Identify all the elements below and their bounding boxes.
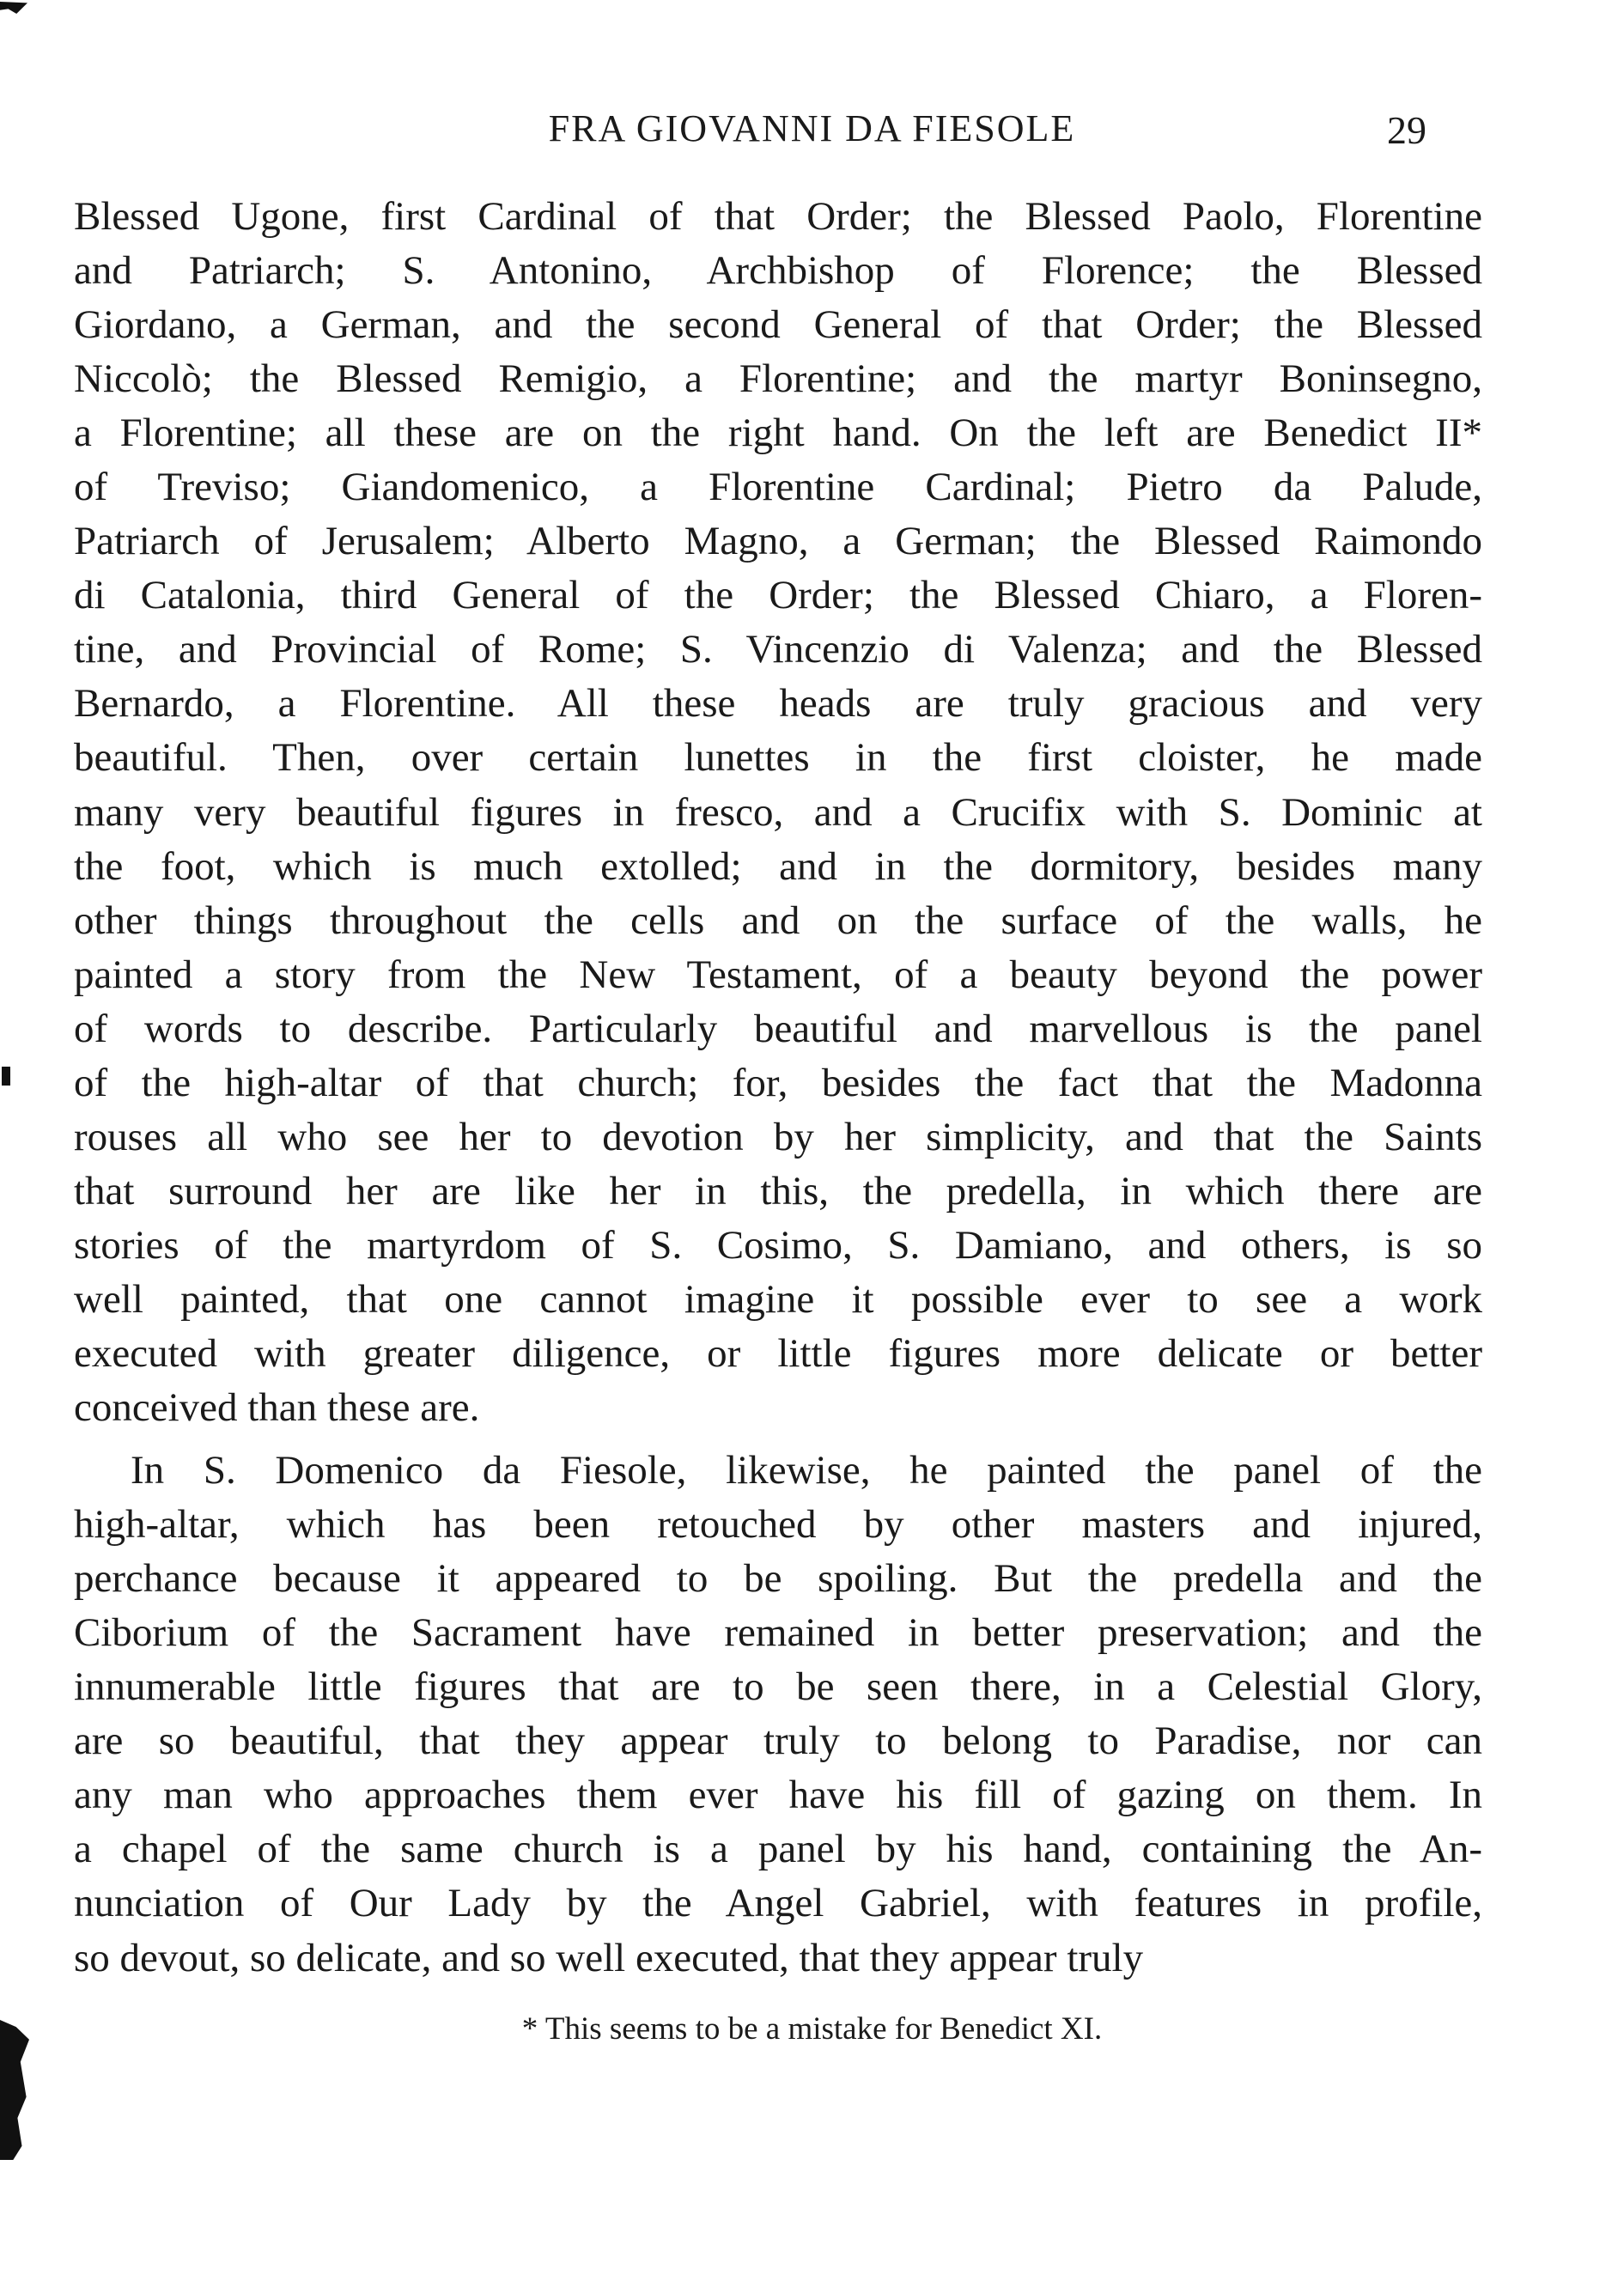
running-title: FRA GIOVANNI DA FIESOLE	[548, 107, 1076, 149]
text-line: any man who approaches them ever have his fill of gazing on them. In	[74, 1773, 1482, 1818]
text-line: In S. Domenico da Fiesole, likewise, he painted the panel of the	[131, 1448, 1482, 1493]
text-line: Patriarch of Jerusalem; Alberto Magno, a German; the Blessed Raimondo	[74, 519, 1482, 564]
paragraph	[74, 1444, 1482, 1985]
text-line: stories of the martyrdom of S. Cosimo, S. Damiano, and others, is so	[74, 1222, 1482, 1268]
text-line: Giordano, a German, and the second General of that Order; the Blessed	[74, 302, 1482, 348]
text-line: painted a story from the New Testament, of a beauty beyond the power	[74, 952, 1482, 997]
scan-artifact-mark	[0, 2, 27, 14]
text-line: other things throughout the cells and on the surface of the walls, he	[74, 897, 1482, 943]
text-line: Blessed Ugone, first Cardinal of that Order; the Blessed Paolo, Florentine	[74, 194, 1482, 239]
text-line: a Florentine; all these are on the right hand. On the left are Benedict II*	[74, 411, 1482, 456]
text-line: nunciation of Our Lady by the Angel Gabriel, with features in profile,	[74, 1881, 1482, 1926]
text-line: high-altar, which has been retouched by other masters and injured,	[74, 1502, 1482, 1548]
text-line: the foot, which is much extolled; and in the dormitory, besides many	[74, 843, 1482, 889]
text-line: well painted, that one cannot imagine it possible ever to see a work	[74, 1276, 1482, 1322]
text-line: di Catalonia, third General of the Order; the Blessed Chiaro, a Floren-	[74, 573, 1482, 618]
text-line: rouses all who see her to devotion by her simplicity, and that the Saints	[74, 1114, 1482, 1159]
body-text	[74, 190, 1482, 1986]
text-line: executed with greater diligence, or little figures more delicate or better	[74, 1330, 1482, 1376]
text-line: Niccolò; the Blessed Remigio, a Florentine; and the martyr Boninsegno,	[74, 356, 1482, 402]
text-line: of words to describe. Particularly beautiful and marvellous is the panel	[74, 1006, 1482, 1051]
text-line: perchance because it appeared to be spoiling. But the predella and the	[74, 1556, 1482, 1602]
page-number: 29	[1387, 108, 1426, 152]
text-line: Bernardo, a Florentine. All these heads are truly gracious and very	[74, 681, 1482, 727]
text-line: conceived than these are.	[74, 1385, 480, 1431]
text-line: of Treviso; Giandomenico, a Florentine Cardinal; Pietro da Palude,	[74, 465, 1482, 510]
text-line: innumerable little figures that are to be seen there, in a Celestial Glory,	[74, 1664, 1482, 1710]
text-line: Ciborium of the Sacrament have remained in better preservation; and the	[74, 1610, 1482, 1656]
text-line: tine, and Provincial of Rome; S. Vincenzio di Valenza; and the Blessed	[74, 627, 1482, 672]
paragraph	[74, 190, 1482, 1435]
text-line: many very beautiful figures in fresco, and a Crucifix with S. Dominic at	[74, 789, 1482, 835]
text-line: a chapel of the same church is a panel by his hand, containing the An-	[74, 1827, 1482, 1872]
text-line: and Patriarch; S. Antonino, Archbishop of Florence; the Blessed	[74, 248, 1482, 294]
text-line: of the high-altar of that church; for, besides the fact that the Madonna	[74, 1060, 1482, 1105]
text-line: that surround her are like her in this, the predella, in which there are	[74, 1168, 1482, 1213]
text-line: are so beautiful, that they appear truly to belong to Paradise, nor can	[74, 1718, 1482, 1764]
footnote: * This seems to be a mistake for Benedict XI.	[521, 2011, 1103, 2047]
text-line: beautiful. Then, over certain lunettes in the first cloister, he made	[74, 735, 1482, 781]
scan-artifact-mark	[2, 1067, 10, 1086]
text-line: so devout, so delicate, and so well executed, that they appear truly	[74, 1935, 1144, 1980]
running-header	[0, 103, 1624, 155]
